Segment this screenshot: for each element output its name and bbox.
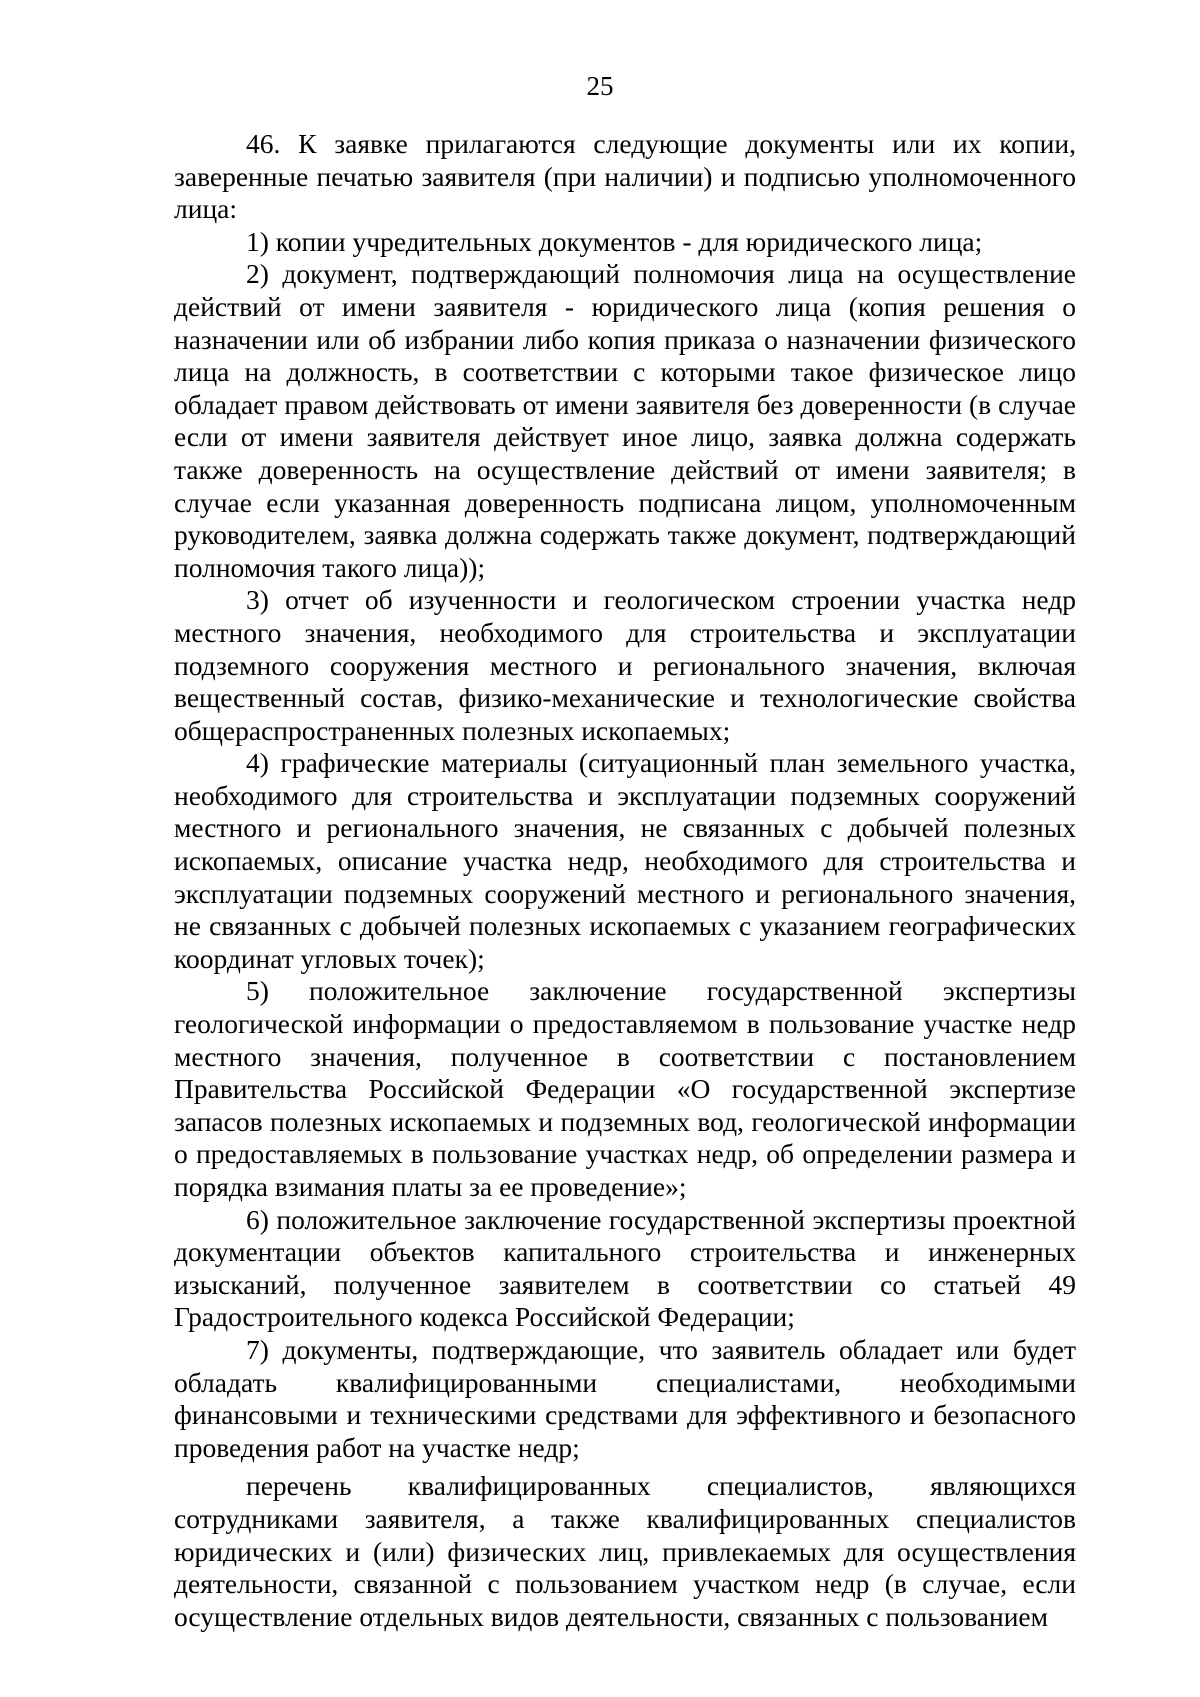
list-item-1: 1) копии учредительных документов - для юридического лица; [246,225,983,257]
list-item-6: 6) положительное заключение государственной экспертизы проектной документации объектов капитального строительства и инженерных изысканий, полученное заявителем в соответствии со статьей 49 Градостроительного кодекса Российской Федерации; [174,1203,1076,1333]
list-item-3: 3) отчет об изученности и геологическом строении участка недр местного значения, необходимого для строительства и эксплуатации подземного сооружения местного и регионального значения, включая вещественный состав, физико-механические и технологические свойства общераспространенных полезных ископаемых; [174,584,1076,746]
list-item-5: 5) положительное заключение государственной экспертизы геологической информации о предоставляемом в пользование участке недр местного значения, полученное в соответствии с постановлением Правительства Российской Федерации «О государственной экспертизе запасов полезных ископаемых и подземных вод, геологической информации о предоставляемых в пользование участках недр, об определении размера и порядка взимания платы за ее проведение»; [174,975,1076,1202]
specialists-list-paragraph: перечень квалифицированных специалистов, являющихся сотрудниками заявителя, а также квалифицированных специалистов юридических и (или) физических лиц, привлекаемых для осуществления деятельности, связанной с пользованием участком недр (в случае, если осуществление отдельных видов деятельности, связанных с пользованием [174,1470,1076,1632]
list-item-7: 7) документы, подтверждающие, что заявитель обладает или будет обладать квалифицированными специалистами, необходимыми финансовыми и техническими средствами для эффективного и безопасного проведения работ на участке недр; [174,1333,1076,1463]
page-number: 25 [586,71,614,101]
document-body [174,128,1076,1633]
list-item-2: 2) документ, подтверждающий полномочия лица на осуществление действий от имени заявителя - юридического лица (копия решения о назначении или об избрании либо копия приказа о назначении физического лица на должность, в соответствии с которыми такое физическое лицо обладает правом действовать от имени заявителя без доверенности (в случае если от имени заявителя действует иное лицо, заявка должна содержать также доверенность на осуществление действий от имени заявителя; в случае если указанная доверенность подписана лицом, уполномоченным руководителем, заявка должна содержать также документ, подтверждающий полномочия такого лица)); [174,258,1076,583]
list-item-4: 4) графические материалы (ситуационный план земельного участка, необходимого для строительства и эксплуатации подземных сооружений местного и регионального значения, не связанных с добычей полезных ископаемых, описание участка недр, необходимого для строительства и эксплуатации подземных сооружений местного и регионального значения, не связанных с добычей полезных ископаемых с указанием географических координат угловых точек); [174,747,1076,974]
paragraph-item-46: 46. К заявке прилагаются следующие документы или их копии, заверенные печатью заявителя (при наличии) и подписью уполномоченного лица: [174,128,1076,225]
